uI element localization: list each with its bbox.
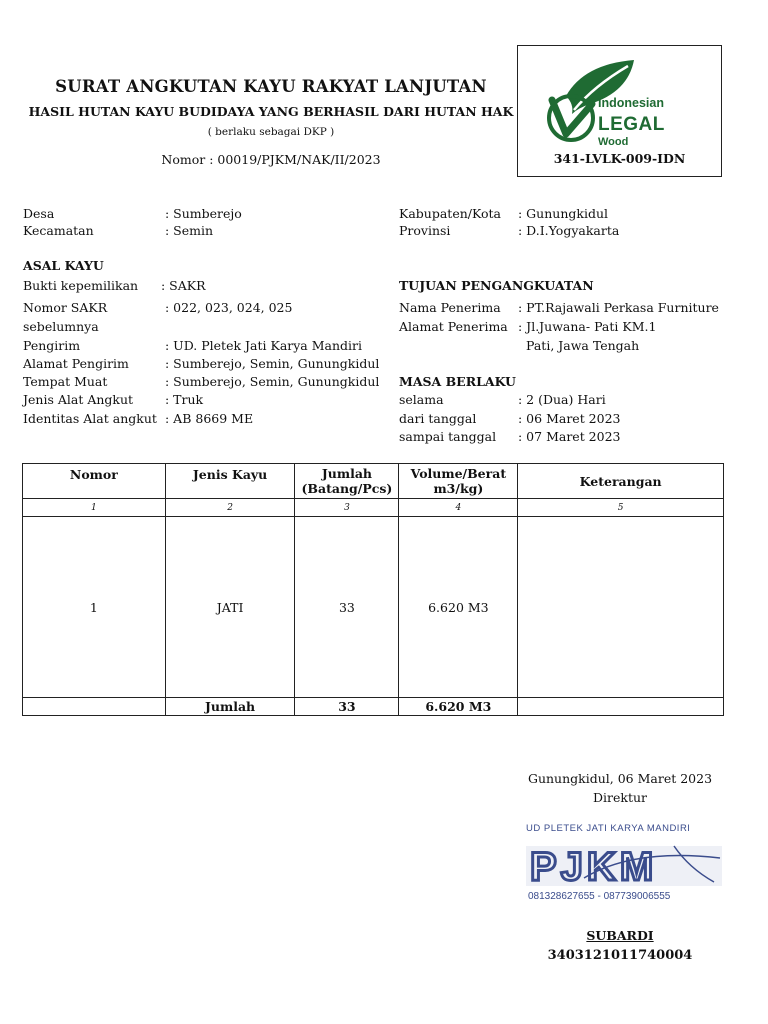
alamat-pengirim-label: Alamat Pengirim [23,356,129,371]
header-jenis-kayu: Jenis Kayu [165,464,295,499]
alamat-penerima-label: Alamat Penerima [399,319,508,334]
sampai-tanggal-label: sampai tanggal [399,429,497,444]
wood-items-table [22,463,724,716]
document-subtitle: HASIL HUTAN KAYU BUDIDAYA YANG BERHASIL DARI HUTAN HAK [28,104,514,119]
signature-role: Direktur [592,790,648,805]
table-header-row [23,464,724,499]
selama-value: : 2 (Dua) Hari [518,392,606,407]
jenis-alat-label: Jenis Alat Angkut [23,392,134,407]
pengirim-label: Pengirim [23,338,81,353]
sampai-tanggal-value: : 07 Maret 2023 [518,429,621,444]
alamat-penerima-value: : Jl.Juwana- Pati KM.1 [518,319,657,334]
logo-text-legal: LEGAL [598,114,665,135]
kecamatan-label: Kecamatan [23,223,94,238]
row-keterangan [518,517,724,698]
provinsi-label: Provinsi [399,223,451,238]
sakr-label-cont: sebelumnya [23,319,99,334]
bukti-label: Bukti kepemilikan [23,278,139,293]
signatory-id: 3403121011740004 [547,948,693,963]
pengirim-value: : UD. Pletek Jati Karya Mandiri [165,338,363,353]
document-title: SURAT ANGKUTAN KAYU RAKYAT LANJUTAN [55,77,487,96]
header-volume: Volume/Berat m3/kg) [399,464,518,499]
desa-label: Desa [23,206,55,221]
nama-penerima-value: : PT.Rajawali Perkasa Furniture [518,300,719,315]
company-stamp-phones: 081328627655 - 087739006555 [528,891,671,902]
header-nomor: Nomor [23,464,166,499]
masa-berlaku-heading: MASA BERLAKU [399,374,516,389]
header-jumlah: Jumlah (Batang/Pcs) [295,464,399,499]
column-number-row [23,499,724,517]
signature-place-date: Gunungkidul, 06 Maret 2023 [527,771,713,786]
signatory-name: SUBARDI [586,928,654,943]
logo-text-wood: Wood [598,136,629,148]
dari-tanggal-label: dari tanggal [399,411,477,426]
provinsi-value: : D.I.Yogyakarta [518,223,620,238]
bukti-value: : SAKR [161,278,206,293]
jenis-alat-value: : Truk [165,392,204,407]
total-empty-cell [23,698,166,716]
identitas-alat-label: Identitas Alat angkut [23,411,157,426]
col-number: 4 [399,499,518,517]
sakr-value: : 022, 023, 024, 025 [165,300,293,315]
kecamatan-value: : Semin [165,223,214,238]
row-jenis-kayu: JATI [165,517,295,698]
logo-text-indonesian: Indonesian [598,96,664,110]
svg-text:PJKM: PJKM [530,845,658,889]
total-jumlah: 33 [295,698,399,716]
document-note: ( berlaku sebagai DKP ) [207,126,335,138]
certificate-code: 341-LVLK-009-IDN [553,151,686,166]
alamat-penerima-value-cont: Pati, Jawa Tengah [526,338,640,353]
total-keterangan [518,698,724,716]
identitas-alat-value: : AB 8669 ME [165,411,254,426]
selama-label: selama [399,392,444,407]
total-label: Jumlah [165,698,295,716]
header-keterangan: Keterangan [518,464,724,499]
row-volume: 6.620 M3 [399,517,518,698]
legal-wood-logo-box [517,45,722,177]
col-number: 1 [23,499,166,517]
document-number: Nomor : 00019/PJKM/NAK/II/2023 [161,152,381,167]
col-number: 2 [165,499,295,517]
row-jumlah: 33 [295,517,399,698]
kabupaten-label: Kabupaten/Kota [399,206,501,221]
tempat-muat-value: : Sumberejo, Semin, Gunungkidul [165,374,380,389]
nama-penerima-label: Nama Penerima [399,300,501,315]
tempat-muat-label: Tempat Muat [23,374,108,389]
company-stamp-name: UD PLETEK JATI KARYA MANDIRI [526,823,691,834]
sakr-label: Nomor SAKR [23,300,108,315]
desa-value: : Sumberejo [165,206,242,221]
asal-kayu-heading: ASAL KAYU [23,258,104,273]
kabupaten-value: : Gunungkidul [518,206,608,221]
tujuan-heading: TUJUAN PENGANGKUATAN [399,278,594,293]
dari-tanggal-value: : 06 Maret 2023 [518,411,621,426]
row-nomor: 1 [23,517,166,698]
total-volume: 6.620 M3 [399,698,518,716]
table-row [23,517,724,698]
col-number: 5 [518,499,724,517]
company-stamp-logo-icon [524,838,724,890]
total-row [23,698,724,716]
col-number: 3 [295,499,399,517]
alamat-pengirim-value: : Sumberejo, Semin, Gunungkidul [165,356,380,371]
